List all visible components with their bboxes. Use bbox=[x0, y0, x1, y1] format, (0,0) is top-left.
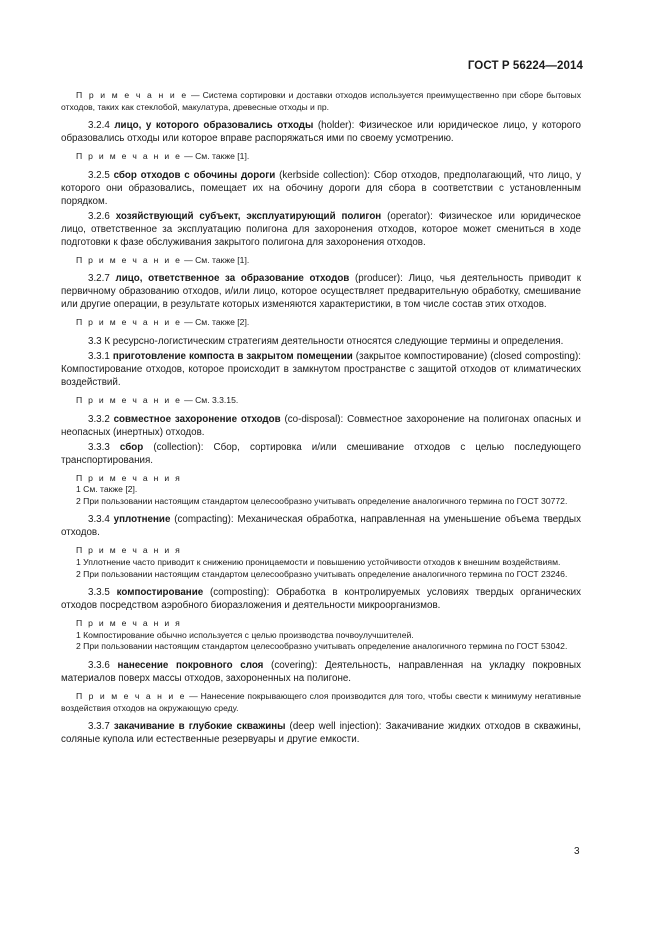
term-number: 3.3.2 bbox=[88, 413, 114, 425]
note bbox=[61, 317, 581, 329]
term-definition: (kerbside collection): Сбор отходов, предполагающий, что лицо, у которого они образовались, помещает их на обочину дороги для сбора в соответствии с установленным порядком. bbox=[61, 169, 581, 207]
term-title: нанесение покровного слоя bbox=[117, 659, 264, 671]
term-definition: (composting): Обработка в контролируемых условиях твердых органических отходов посредством аэробного биоразложения и деятельности микроорганизмов. bbox=[61, 587, 581, 612]
term-title: сбор bbox=[119, 441, 144, 453]
term-title: компостирование bbox=[116, 587, 204, 599]
note-text: — Нанесение покрывающего слоя производится для того, чтобы свести к минимуму негативные воздействия отходов на окружающую среду. bbox=[61, 690, 581, 713]
note-text: — Система сортировки и доставки отходов используется преимущественно при сборе бытовых отходов, таких как стеклобой, макулатура, древесные отходы и пр. bbox=[61, 90, 581, 112]
term-number: 3.3.4 bbox=[88, 514, 114, 526]
note-item: 1 Компостирование обычно используется с целью производства почвоулучшителей. bbox=[76, 629, 414, 640]
term-title: уплотнение bbox=[113, 514, 171, 526]
note-item: 1 Уплотнение часто приводит к снижению проницаемости и повышению устойчивости отходов к внешним воздействиям. bbox=[76, 556, 561, 567]
notes-block bbox=[61, 545, 581, 580]
note-label: П р и м е ч а н и е bbox=[76, 151, 182, 162]
note-text: — См. также [1]. bbox=[181, 151, 250, 162]
term-3-3-2 bbox=[61, 413, 581, 439]
term-number: 3.3.6 bbox=[88, 659, 118, 671]
note-label: П р и м е ч а н и е bbox=[76, 90, 188, 100]
term-number: 3.2.7 bbox=[88, 273, 116, 285]
term-3-2-5 bbox=[61, 169, 581, 208]
note-label: П р и м е ч а н и е bbox=[76, 690, 187, 701]
notes-label: П р и м е ч а н и я bbox=[76, 472, 182, 483]
term-number: 3.3.7 bbox=[88, 721, 114, 733]
section-3-3-intro: 3.3 К ресурсно-логистическим стратегиям деятельности относятся следующие термины и определения. bbox=[88, 335, 564, 347]
term-definition: (закрытое компостирование) (closed composting): Компостирование отходов, которое происходит в замкнутом пространстве с защитой отходов от климатических воздействий. bbox=[61, 350, 581, 388]
term-3-3-3 bbox=[61, 441, 581, 467]
note-text: — См. также [1]. bbox=[181, 254, 250, 265]
term-title: лицо, у которого образовались отходы bbox=[114, 120, 314, 132]
note-item: 2 При пользовании настоящим стандартом целесообразно учитывать определение аналогичного термина по ГОСТ 23246. bbox=[76, 568, 568, 579]
term-number: 3.2.4 bbox=[88, 120, 115, 132]
note-text: — См. также [2]. bbox=[181, 317, 250, 328]
term-definition: (covering): Деятельность, направленная на укладку покровных материалов поверх массы отходов, захороненных на полигоне. bbox=[61, 659, 581, 684]
note bbox=[61, 151, 581, 163]
note-item: 1 См. также [2]. bbox=[76, 484, 138, 495]
term-definition: (compacting): Механическая обработка, направленная на уменьшение объема твердых отходов. bbox=[61, 514, 581, 539]
note bbox=[61, 395, 581, 407]
term-3-2-4 bbox=[61, 119, 581, 145]
note bbox=[61, 691, 581, 714]
term-3-2-7 bbox=[61, 272, 581, 311]
standard-designation: ГОСТ Р 56224—2014 bbox=[467, 60, 583, 72]
notes-block bbox=[61, 473, 581, 508]
note-label: П р и м е ч а н и е bbox=[76, 317, 182, 328]
notes-block bbox=[61, 618, 581, 653]
term-3-3-5 bbox=[61, 586, 581, 612]
term-definition: (producer): Лицо, чья деятельность приводит к первичному образованию отходов, и/или лицо, которое осуществляет предварительную обработку, смешивание или другие операции, в результате которых изменяются характеристики, в том числе состав этих отходов. bbox=[61, 273, 581, 311]
term-number: 3.3.3 bbox=[88, 441, 120, 453]
term-3-3-4 bbox=[61, 513, 581, 539]
term-3-3-7 bbox=[61, 720, 581, 746]
term-number: 3.2.5 bbox=[88, 169, 114, 181]
term-number: 3.3.1 bbox=[88, 350, 113, 362]
term-title: совместное захоронение отходов bbox=[113, 413, 281, 425]
note-text: — См. 3.3.15. bbox=[181, 394, 239, 405]
term-definition: (collection): Сбор, сортировка и/или смешивание отходов с целью последующего транспортирования. bbox=[61, 441, 582, 466]
note-label: П р и м е ч а н и е bbox=[76, 254, 182, 265]
term-definition: (holder): Физическое или юридическое лицо, у которого образовались отходы или которое вправе распоряжаться ими по своему усмотрению. bbox=[61, 120, 581, 145]
term-definition: (co-disposal): Совместное захоронение на полигонах опасных и неопасных (инертных) отходов. bbox=[61, 413, 581, 438]
note bbox=[61, 90, 581, 113]
term-title: закачивание в глубокие скважины bbox=[113, 721, 286, 733]
term-title: приготовление компоста в закрытом помещении bbox=[112, 350, 353, 362]
term-title: хозяйствующий субъект, эксплуатирующий полигон bbox=[115, 210, 382, 222]
notes-label: П р и м е ч а н и я bbox=[76, 545, 182, 556]
notes-label: П р и м е ч а н и я bbox=[76, 618, 182, 629]
note-label: П р и м е ч а н и е bbox=[76, 394, 182, 405]
term-title: лицо, ответственное за образование отходов bbox=[115, 273, 350, 285]
term-number: 3.3.5 bbox=[88, 587, 117, 599]
term-3-3-1 bbox=[61, 350, 581, 389]
page-number: 3 bbox=[574, 846, 580, 857]
term-3-3-6 bbox=[61, 659, 581, 685]
term-3-2-6 bbox=[61, 210, 581, 249]
document-body bbox=[61, 90, 581, 752]
term-definition: (operator): Физическое или юридическое лицо, ответственное за эксплуатацию полигона для захоронения отходов, которое может смениться в ходе подготовки к фазе обслуживания закрытого полигона для захоронения отходов. bbox=[61, 210, 581, 248]
note-item: 2 При пользовании настоящим стандартом целесообразно учитывать определение аналогичного термина по ГОСТ 53042. bbox=[76, 641, 568, 652]
term-title: сбор отходов с обочины дороги bbox=[113, 169, 276, 181]
note bbox=[61, 255, 581, 267]
term-number: 3.2.6 bbox=[88, 210, 116, 222]
term-definition: (deep well injection): Закачивание жидких отходов в скважины, соляные купола или естественные резервуары и другие емкости. bbox=[61, 721, 581, 746]
note-item: 2 При пользовании настоящим стандартом целесообразно учитывать определение аналогичного термина по ГОСТ 30772. bbox=[76, 495, 568, 506]
